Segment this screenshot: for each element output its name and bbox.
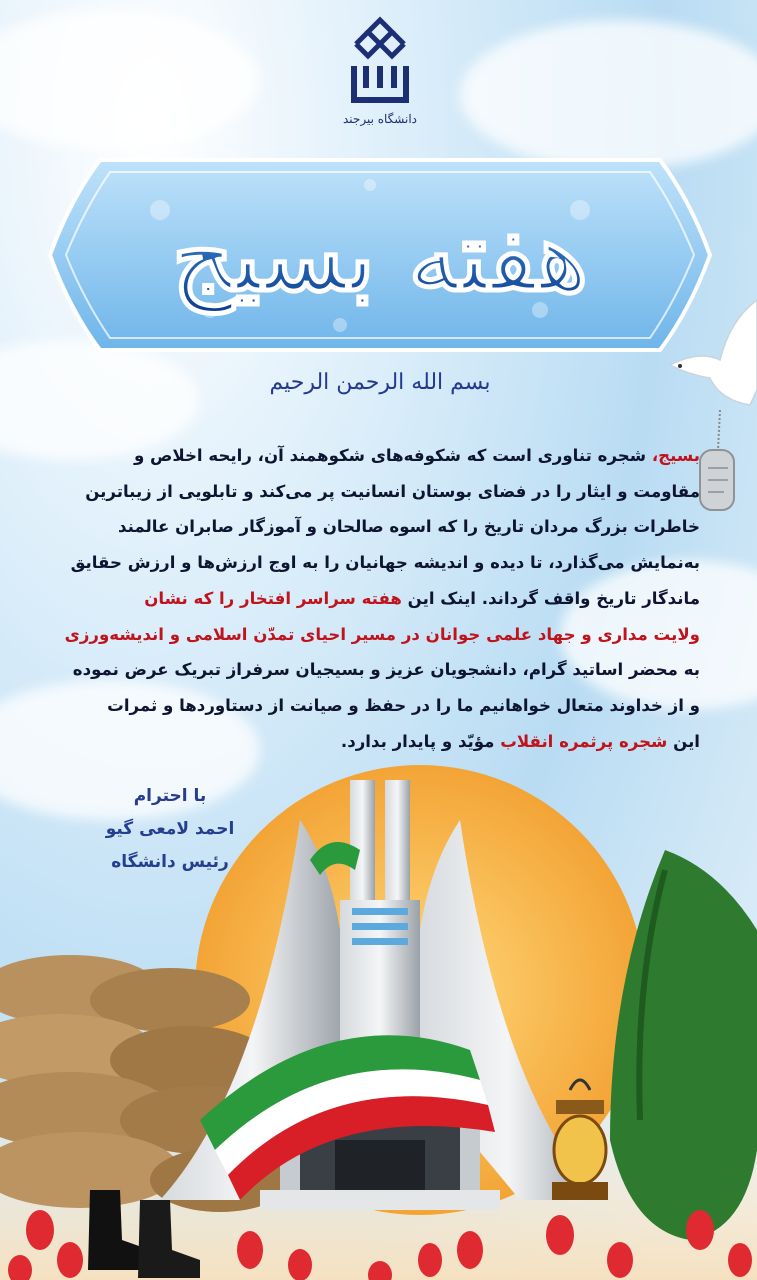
message-text [40, 438, 700, 759]
signature-greeting: با احترام [133, 786, 207, 806]
university-logo [340, 14, 420, 124]
message-part: مقاومت و ایثار را در فضای بوستان انسانیت پر می‌کند و تابلویی از زیباترین [85, 481, 700, 501]
message-line [40, 617, 700, 653]
message-line [40, 474, 700, 510]
message-part: و از خداوند متعال خواهانیم ما را در حفظ و صیانت از دستاوردها و ثمرات [107, 695, 700, 715]
message-line [40, 438, 700, 474]
message-line [40, 581, 700, 617]
message-part: شجره پرثمره انقلاب [500, 731, 668, 751]
signature-name: احمد لامعی گیو [105, 819, 235, 839]
signature-role: رئیس دانشگاه [111, 852, 229, 872]
message-line [40, 652, 700, 688]
message-part: خاطرات بزرگ مردان تاریخ را که اسوه صالحان و آموزگار صابران عالمند [118, 517, 700, 537]
scene-illustration [0, 760, 757, 1280]
cypress-tree [610, 850, 757, 1240]
message-part: بسیج، [651, 446, 700, 465]
logo-caption: دانشگاه بیرجند [342, 112, 418, 126]
message-line [40, 688, 700, 724]
message-line [40, 509, 700, 545]
message-part: ولایت مداری و جهاد علمی جوانان در مسیر احیای تمدّن اسلامی و اندیشه‌ورزی [64, 624, 700, 644]
message-part: این [667, 731, 700, 751]
message-part: هفته سراسر افتخار را که نشان [144, 588, 402, 608]
message-part: به محضر اساتید گرام، دانشجویان عزیز و بسیجیان سرفراز تبریک عرض نموده [72, 660, 700, 680]
message-line [40, 724, 700, 760]
message-part: به‌نمایش می‌گذارد، تا دیده و اندیشه جهانیان را به اوج ارزش‌ها و ارزش حقایق [70, 553, 700, 573]
message-part: ماندگار تاریخ واقف گرداند. اینک این [401, 588, 700, 608]
banner-title: هفته بسیج [171, 200, 589, 313]
basmala: بسم الله الرحمن الرحیم [269, 370, 491, 395]
message-part: شجره تناوری است که شکوفه‌های شکوهمند آن، رایحه اخلاص و [133, 446, 652, 465]
message-line [40, 545, 700, 581]
university-logo-icon [340, 14, 420, 104]
title-banner [40, 140, 720, 370]
calligraphy-banner-icon [40, 140, 720, 370]
message-part: مؤیّد و پایدار بدارد. [340, 731, 501, 751]
